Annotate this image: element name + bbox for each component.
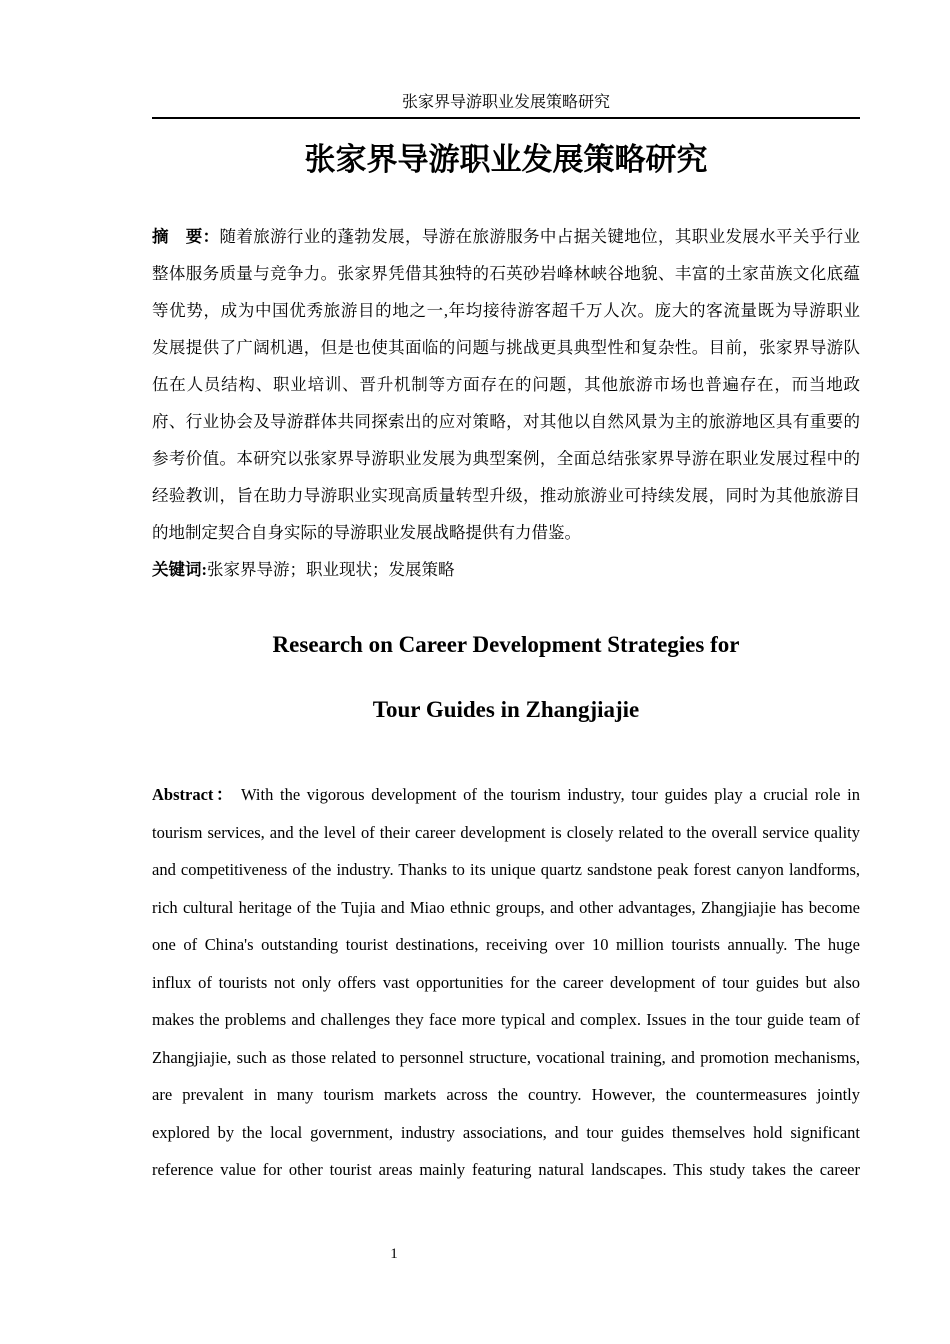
chinese-abstract-line [152, 440, 860, 477]
header-rule [152, 117, 860, 119]
english-title-line2: Tour Guides in Zhangjiajie [372, 697, 640, 722]
abstract-line-text: 经验教训，旨在助力导游职业实现高质量转型升级，推动旅游业可持续发展，同时为其他旅游目 [152, 486, 860, 505]
chinese-abstract-line [152, 366, 860, 403]
english-abstract-line [152, 1076, 860, 1114]
english-title-line1: Research on Career Development Strategies for [272, 632, 740, 657]
abstract-line-text: explored by the local government, industry associations, and tour guides themselves hold significant [152, 1122, 860, 1142]
chinese-abstract-line [152, 292, 860, 329]
english-abstract-line [152, 776, 860, 814]
keywords-text: 张家界导游；职业现状；发展策略 [207, 560, 455, 579]
english-abstract-line [152, 1039, 860, 1077]
english-abstract-line [152, 1001, 860, 1039]
abstract-line-text: 发展提供了广阔机遇，但是也使其面临的问题与挑战更具典型性和复杂性。目前，张家界导游队 [152, 338, 860, 357]
chinese-abstract-line [152, 403, 860, 440]
abstract-line-text: 府、行业协会及导游群体共同探索出的应对策略，对其他以自然风景为主的旅游地区具有重要的 [152, 412, 860, 431]
page-number: 1 [390, 1246, 398, 1262]
chinese-abstract-line [152, 514, 860, 551]
abstract-line-text: are prevalent in many tourism markets across the country. However, the countermeasures jointly [152, 1085, 860, 1104]
abstract-line-text: 伍在人员结构、职业培训、晋升机制等方面存在的问题，其他旅游市场也普遍存在，而当地政 [152, 375, 860, 394]
abstract-line-text: 等优势，成为中国优秀旅游目的地之一,年均接待游客超千万人次。庞大的客流量既为导游职业 [152, 301, 860, 320]
english-abstract-line [152, 1151, 860, 1189]
abstract-line-text: tourism services, and the level of their career development is closely related to the overall service quality [152, 822, 860, 842]
abstract-line-text: 整体服务质量与竞争力。张家界凭借其独特的石英砂岩峰林峡谷地貌、丰富的土家苗族文化底蕴 [152, 264, 860, 283]
chinese-abstract-line [152, 477, 860, 514]
chinese-abstract [152, 218, 860, 551]
english-abstract [152, 776, 860, 1189]
chinese-abstract-line [152, 255, 860, 292]
chinese-title: 张家界导游职业发展策略研究 [304, 142, 708, 177]
english-abstract-line [152, 889, 860, 927]
english-abstract-line [152, 814, 860, 852]
english-abstract-line [152, 1114, 860, 1152]
english-abstract-line [152, 964, 860, 1002]
abstract-line-text: 随着旅游行业的蓬勃发展，导游在旅游服务中占据关键地位，其职业发展水平关乎行业 [219, 227, 861, 246]
abstract-line-text: one of China's outstanding tourist destinations, receiving over 10 million tourists annually. The huge [152, 935, 860, 954]
abstract-line-text: makes the problems and challenges they face more typical and complex. Issues in the tour guide team of [152, 1010, 860, 1029]
english-abstract-line [152, 926, 860, 964]
keywords-label: 关键词: [152, 560, 207, 579]
chinese-abstract-line [152, 218, 860, 255]
abstract-line-text: and competitiveness of the industry. Thanks to its unique quartz sandstone peak forest canyon landforms, [152, 860, 860, 879]
running-header-title: 张家界导游职业发展策略研究 [401, 94, 610, 111]
abstract-line-text: rich cultural heritage of the Tujia and Miao ethnic groups, and other advantages, Zhangjiajie has become [152, 897, 860, 917]
keywords-line [152, 551, 860, 588]
chinese-abstract-line [152, 329, 860, 366]
english-abstract-line [152, 851, 860, 889]
abstract-line-text: With the vigorous development of the tourism industry, tour guides play a crucial role in [240, 785, 860, 804]
abstract-label: 摘 要： [152, 227, 220, 246]
abstract-line-text: Zhangjiajie, such as those related to personnel structure, vocational training, and promotion mechanisms, [152, 1047, 860, 1067]
abstract-line-text: reference value for other tourist areas mainly featuring natural landscapes. This study takes the career [152, 1160, 860, 1179]
abstract-line-text: 的地制定契合自身实际的导游职业发展战略提供有力借鉴。 [152, 523, 581, 542]
abstract-line-text: influx of tourists not only offers vast opportunities for the career development of tour guides but also [152, 972, 860, 992]
abstract-label: Abstract： [152, 785, 235, 804]
abstract-line-text: 参考价值。本研究以张家界导游职业发展为典型案例，全面总结张家界导游在职业发展过程中的 [152, 449, 860, 468]
